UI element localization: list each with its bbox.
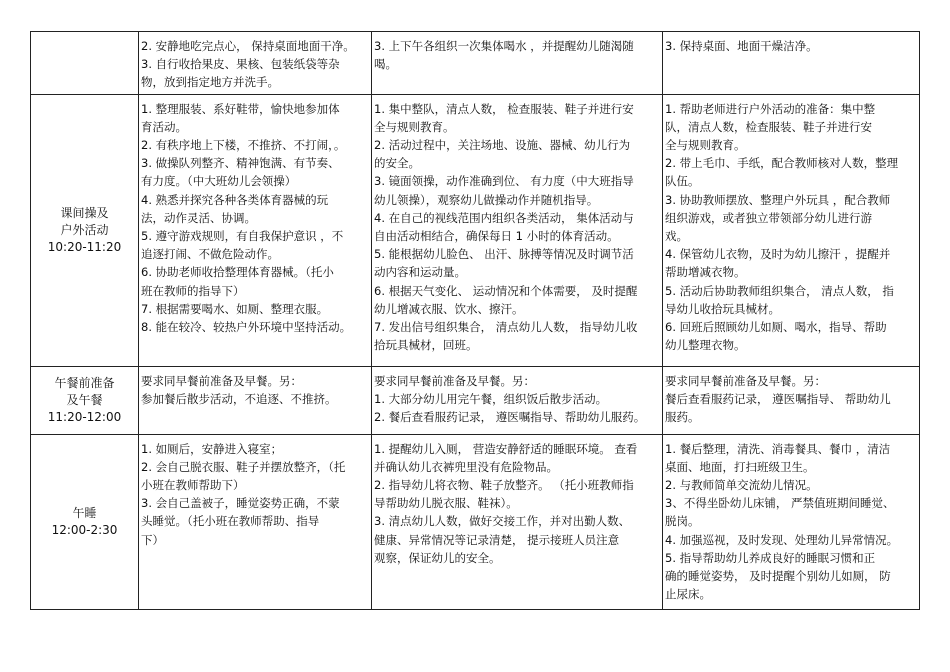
cell-text-line: 全与规则教育。 xyxy=(665,138,746,153)
cell-text-line: 3. 清点幼儿人数，做好交接工作，并对出勤人数、 xyxy=(374,514,631,529)
teacher-duties-cell xyxy=(372,32,663,95)
cell-text-line: 队伍。 xyxy=(665,174,700,189)
cell-text-line: 有力度。（中大班幼儿会领操） xyxy=(141,174,297,189)
cell-text-line: 参加餐后散步活动，不追逐、不推挤。 xyxy=(141,391,337,406)
cell-text-line: 导幼儿收拾玩具械材。 xyxy=(665,301,780,316)
time-label-line: 10:20-11:20 xyxy=(47,239,122,254)
teacher-duties-cell xyxy=(372,94,663,366)
cell-text-line: 4. 加强巡视，及时发现、处理幼儿异常情况。 xyxy=(665,532,899,547)
cell-text-line: 拾玩具械材，回班。 xyxy=(374,338,478,353)
cell-text-line: 4. 在自己的视线范围内组织各类活动， 集体活动与 xyxy=(374,210,634,225)
time-label-line: 午睡 xyxy=(72,505,97,520)
time-label-line: 午餐前准备 xyxy=(54,375,115,390)
time-label-line: 11:20-12:00 xyxy=(47,409,122,424)
cell-text-line: 3. 协助教师摆放、整理户外玩具 ，配合教师 xyxy=(665,192,891,207)
cell-text-line: 并确认幼儿衣裤兜里没有危险物品。 xyxy=(374,459,558,474)
cell-text-line: 6. 回班后照顾幼儿如厕、喝水，指导、帮助 xyxy=(665,320,887,335)
assistant-duties-cell xyxy=(663,32,920,95)
cell-text-line: 5. 活动后协助教师组织集合， 清点人数， 指 xyxy=(665,283,894,298)
table-row xyxy=(31,94,920,366)
children-requirements-cell xyxy=(139,32,372,95)
cell-text-line: 1. 餐后整理，清洗、消毒餐具、餐巾 ，清洁 xyxy=(665,441,891,456)
cell-text-line: 6. 协助老师收拾整理体育器械。（托小 xyxy=(141,265,334,280)
cell-text-line: 健康、异常情况等记录清楚， 提示接班人员注意 xyxy=(374,532,620,547)
teacher-duties-cell xyxy=(372,434,663,609)
time-cell xyxy=(31,434,139,609)
children-requirements-cell xyxy=(139,94,372,366)
cell-text-line: 头睡觉。（托小班在教师帮助、指导 xyxy=(141,514,320,529)
cell-text-line: 要求同早餐前准备及早餐。另： xyxy=(374,373,535,388)
daily-schedule-table xyxy=(30,31,920,610)
cell-text-line: 1. 集中整队，清点人数， 检查服装、鞋子并进行安 xyxy=(374,101,634,116)
cell-text-line: 1. 提醒幼儿入厕， 营造安静舒适的睡眠环境。 查看 xyxy=(374,441,638,456)
cell-text-line: 2. 带上毛巾、手纸，配合教师核对人数，整理 xyxy=(665,156,899,171)
cell-text-line: 幼儿领操），观察幼儿做操动作并随机指导。 xyxy=(374,192,599,207)
cell-text-line: 幼儿增减衣服、饮水、擦汗。 xyxy=(374,301,524,316)
cell-text-line: 自由活动相结合，确保每日 1 小时的体育活动。 xyxy=(374,229,619,244)
cell-text-line: 组织游戏，或者独立带领部分幼儿进行游 xyxy=(665,210,872,225)
assistant-duties-cell xyxy=(663,366,920,434)
cell-text-line: 3. 自行收拾果皮、果核、包装纸袋等杂 xyxy=(141,57,340,72)
table-row xyxy=(31,434,920,609)
assistant-duties-cell xyxy=(663,434,920,609)
cell-text-line: 6. 根据天气变化、 运动情况和个体需要， 及时提醒 xyxy=(374,283,638,298)
cell-text-line: 观察，保证幼儿的安全。 xyxy=(374,550,501,565)
cell-text-line: 班在教师的指导下） xyxy=(141,283,245,298)
cell-text-line: 4. 熟悉并探究各种各类体育器械的玩 xyxy=(141,192,329,207)
cell-text-line: 2. 指导幼儿将衣物、鞋子放整齐。 （托小班教师指 xyxy=(374,478,634,493)
cell-text-line: 队，清点人数，检查服装、鞋子并进行安 xyxy=(665,119,872,134)
children-requirements-cell xyxy=(139,434,372,609)
cell-text-line: 脱岗。 xyxy=(665,514,700,529)
time-label-line: 12:00-2:30 xyxy=(51,522,118,537)
cell-text-line: 2. 有秩序地上下楼，不推挤、不打闹，。 xyxy=(141,138,346,153)
cell-text-line: 戏。 xyxy=(665,229,688,244)
schedule-body xyxy=(31,32,920,610)
cell-text-line: 3. 保持桌面、地面干燥洁净。 xyxy=(665,39,818,53)
cell-text-line: 育活动。 xyxy=(141,119,187,134)
time-label-line: 课间操及 xyxy=(60,205,109,220)
cell-text-line: 5. 能根据幼儿脸色、 出汗、脉搏等情况及时调节活 xyxy=(374,247,634,262)
cell-text-line: 3. 镜面领操，动作准确到位、 有力度（中大班指导 xyxy=(374,174,634,189)
cell-text-line: 2. 安静地吃完点心， 保持桌面地面干净。 xyxy=(141,39,355,53)
cell-text-line: 5. 遵守游戏规则，有自我保护意识 ，不 xyxy=(141,229,344,244)
cell-text-line: 1. 大部分幼儿用完午餐，组织饭后散步活动。 xyxy=(374,391,608,406)
cell-text-line: 1. 整理服装、系好鞋带，愉快地参加体 xyxy=(141,101,340,116)
cell-text-line: 2. 与教师简单交流幼儿情况。 xyxy=(665,478,818,493)
time-label-line: 及午餐 xyxy=(66,392,103,407)
cell-text-line: 喝。 xyxy=(374,57,397,72)
cell-text-line: 的安全。 xyxy=(374,156,420,171)
cell-text-line: 3. 会自己盖被子，睡觉姿势正确，不蒙 xyxy=(141,496,340,511)
cell-text-line: 1. 如厕后，安静进入寝室； xyxy=(141,441,283,456)
cell-text-line: 4. 保管幼儿衣物，及时为幼儿擦汗 ，提醒并 xyxy=(665,247,891,262)
cell-text-line: 要求同早餐前准备及早餐。另： xyxy=(141,373,302,388)
cell-text-line: 动内容和运动量。 xyxy=(374,265,466,280)
cell-text-line: 桌面、地面，打扫班级卫生。 xyxy=(665,459,815,474)
cell-text-line: 餐后查看服药记录， 遵医嘱指导、 帮助幼儿 xyxy=(665,391,891,406)
cell-text-line: 2. 餐后查看服药记录， 遵医嘱指导、帮助幼儿服药。 xyxy=(374,410,646,425)
cell-text-line: 7. 根据需要喝水、如厕、整理衣服。 xyxy=(141,301,329,316)
schedule-sheet xyxy=(30,31,919,604)
cell-text-line: 导帮助幼儿脱衣服、鞋袜）。 xyxy=(374,496,518,511)
cell-text-line: 3. 上下午各组织一次集体喝水 ，并提醒幼儿随渴随 xyxy=(374,39,634,53)
teacher-duties-cell xyxy=(372,366,663,434)
time-cell xyxy=(31,94,139,366)
cell-text-line: 2. 会自己脱衣服、鞋子并摆放整齐，（托 xyxy=(141,459,346,474)
assistant-duties-cell xyxy=(663,94,920,366)
table-row xyxy=(31,366,920,434)
cell-text-line: 物，放到指定地方并洗手。 xyxy=(141,75,279,90)
cell-text-line: 2. 活动过程中，关注场地、设施、器械、幼儿行为 xyxy=(374,138,631,153)
cell-text-line: 法，动作灵活、协调。 xyxy=(141,210,256,225)
time-cell xyxy=(31,32,139,95)
table-row xyxy=(31,32,920,95)
cell-text-line: 1. 帮助老师进行户外活动的准备：集中整 xyxy=(665,101,876,116)
cell-text-line: 确的睡觉姿势， 及时提醒个别幼儿如厕， 防 xyxy=(665,569,891,584)
cell-text-line: 幼儿整理衣物。 xyxy=(665,338,746,353)
time-cell xyxy=(31,366,139,434)
cell-text-line: 止尿床。 xyxy=(665,587,711,602)
cell-text-line: 5. 指导帮助幼儿养成良好的睡眠习惯和正 xyxy=(665,550,876,565)
cell-text-line: 服药。 xyxy=(665,410,700,425)
cell-text-line: 下） xyxy=(141,532,164,547)
children-requirements-cell xyxy=(139,366,372,434)
cell-text-line: 全与规则教育。 xyxy=(374,119,455,134)
time-label-line: 户外活动 xyxy=(60,222,109,237)
cell-text-line: 3. 做操队列整齐、精神饱满、有节奏、 xyxy=(141,156,340,171)
cell-text-line: 7. 发出信号组织集合， 清点幼儿人数， 指导幼儿收 xyxy=(374,320,638,335)
cell-text-line: 追逐打闹、不做危险动作。 xyxy=(141,247,279,262)
cell-text-line: 小班在教师帮助下） xyxy=(141,478,245,493)
cell-text-line: 3、不得坐卧幼儿床铺， 严禁值班期间睡觉、 xyxy=(665,496,895,511)
cell-text-line: 8. 能在较冷、较热户外环境中坚持活动。 xyxy=(141,320,352,335)
cell-text-line: 帮助增减衣物。 xyxy=(665,265,746,280)
cell-text-line: 要求同早餐前准备及早餐。另： xyxy=(665,373,826,388)
